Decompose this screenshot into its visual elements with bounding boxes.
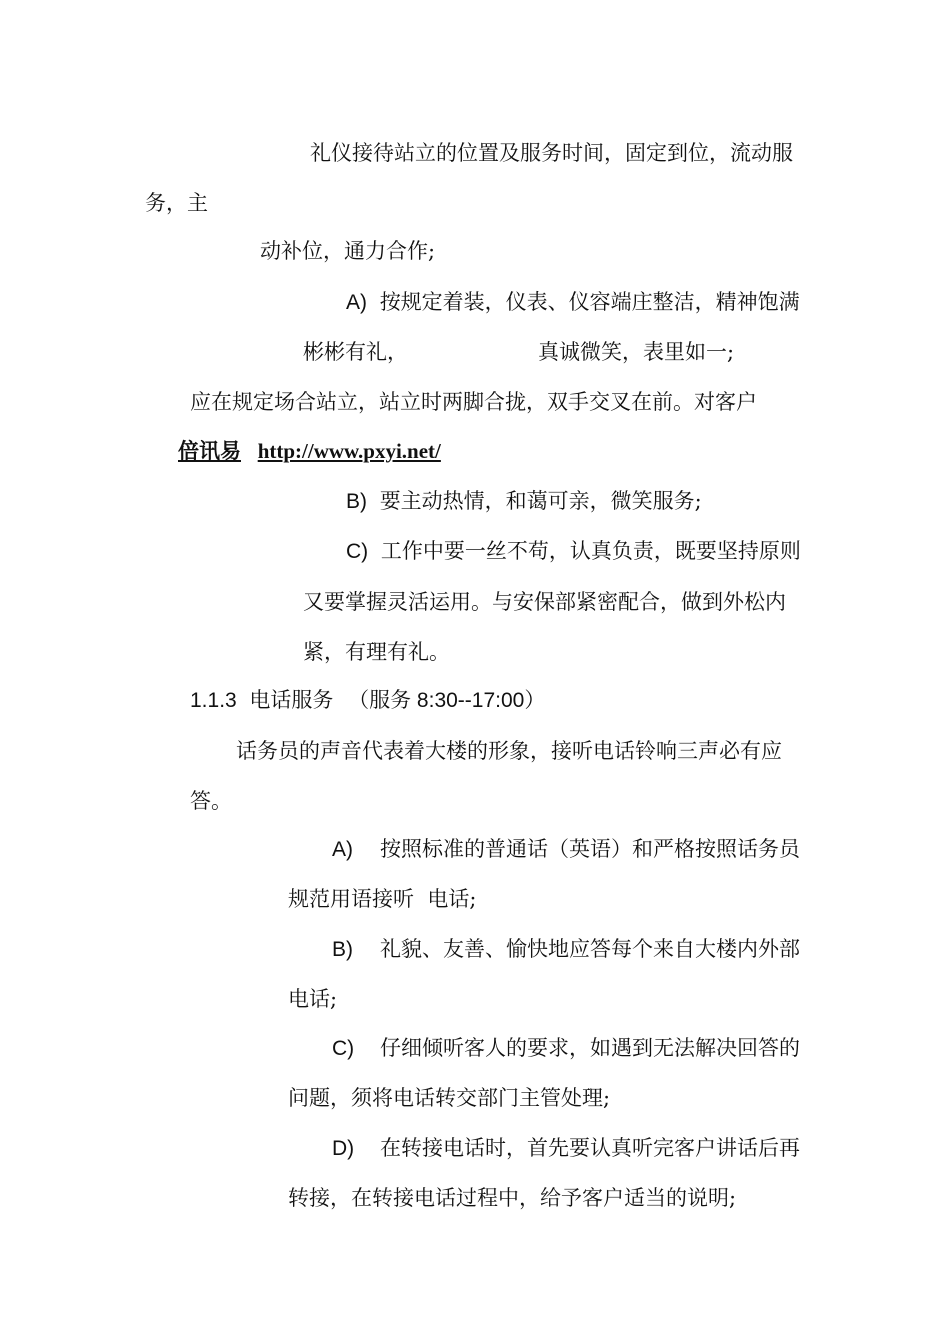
brand-url-link[interactable]: http://www.pxyi.net/	[257, 439, 441, 463]
phone-item-d-marker: D)	[332, 1137, 355, 1160]
text: 应在规定场合站立，站立时两脚合拢，双手交叉在前。对客户	[190, 390, 757, 414]
text: 问题，须将电话转交部门主管处理;	[288, 1086, 611, 1110]
phone-item-a-text: 按照标准的普通话（英语）和严格按照话务员	[380, 837, 800, 861]
phone-item-b-marker: B)	[332, 938, 353, 961]
item-b-line1	[346, 486, 702, 517]
phone-item-d-line1	[332, 1133, 800, 1164]
phone-item-b-line2	[288, 984, 337, 1014]
phone-item-a-marker: A)	[332, 838, 353, 861]
phone-item-c-marker: C)	[332, 1037, 355, 1060]
phone-item-c-line1	[332, 1033, 800, 1064]
text: 紧，有理有礼。	[303, 640, 450, 664]
text: 真诚微笑，表里如一;	[538, 340, 735, 364]
item-b-text: 要主动热情，和蔼可亲，微笑服务;	[379, 489, 702, 513]
phone-item-c-text: 仔细倾听客人的要求，如遇到无法解决回答的	[380, 1036, 800, 1060]
text: 务，主	[145, 191, 208, 215]
brand-name: 倍讯易	[178, 439, 241, 463]
paragraph-reception-line2	[145, 188, 208, 218]
paragraph-reception-line3	[260, 236, 435, 266]
phone-item-b-text: 礼貌、友善、愉快地应答每个来自大楼内外部	[380, 937, 800, 961]
section-title: 电话服务	[249, 688, 334, 712]
phone-item-c-line2	[288, 1083, 610, 1113]
item-a-line1	[346, 287, 800, 318]
paragraph-reception-line1	[310, 138, 793, 168]
section-number: 1.1.3	[190, 689, 237, 712]
item-a-text: 按规定着装，仪表、仪容端庄整洁，精神饱满	[379, 290, 800, 314]
phone-item-b-line1	[332, 934, 800, 965]
item-a-marker: A)	[346, 291, 367, 314]
text: 答。	[190, 789, 232, 813]
item-c-line1	[346, 536, 801, 567]
phone-intro-line1	[236, 736, 782, 766]
text: 又要掌握灵活运用。与安保部紧密配合，做到外松内	[303, 590, 786, 614]
stand-instruction-line	[190, 387, 757, 417]
item-a-line2a	[303, 337, 408, 367]
item-c-line2	[303, 587, 786, 617]
item-c-marker: C)	[346, 540, 369, 563]
text: 转接，在转接电话过程中，给予客户适当的说明;	[288, 1186, 737, 1210]
text: 动补位，通力合作;	[260, 239, 436, 263]
item-c-line3	[303, 637, 450, 667]
phone-item-a-line2	[288, 884, 476, 914]
brand-line	[178, 436, 441, 466]
text: 彬彬有礼，	[303, 340, 408, 364]
section-hours: （服务 8:30--17:00）	[348, 689, 546, 712]
text: 礼仪接待站立的位置及服务时间，固定到位，流动服	[310, 141, 793, 165]
text: 规范用语接听 电话;	[288, 887, 477, 911]
phone-intro-line2	[190, 786, 232, 816]
phone-item-a-line1	[332, 834, 800, 865]
phone-item-d-text: 在转接电话时，首先要认真听完客户讲话后再	[380, 1136, 800, 1160]
item-c-text: 工作中要一丝不苟，认真负责，既要坚持原则	[380, 539, 801, 563]
text: 话务员的声音代表着大楼的形象，接听电话铃响三声必有应	[236, 739, 782, 763]
item-b-marker: B)	[346, 490, 367, 513]
section-heading	[190, 685, 545, 716]
phone-item-d-line2	[288, 1183, 736, 1213]
item-a-line2b	[538, 337, 734, 367]
text: 电话;	[288, 987, 338, 1011]
